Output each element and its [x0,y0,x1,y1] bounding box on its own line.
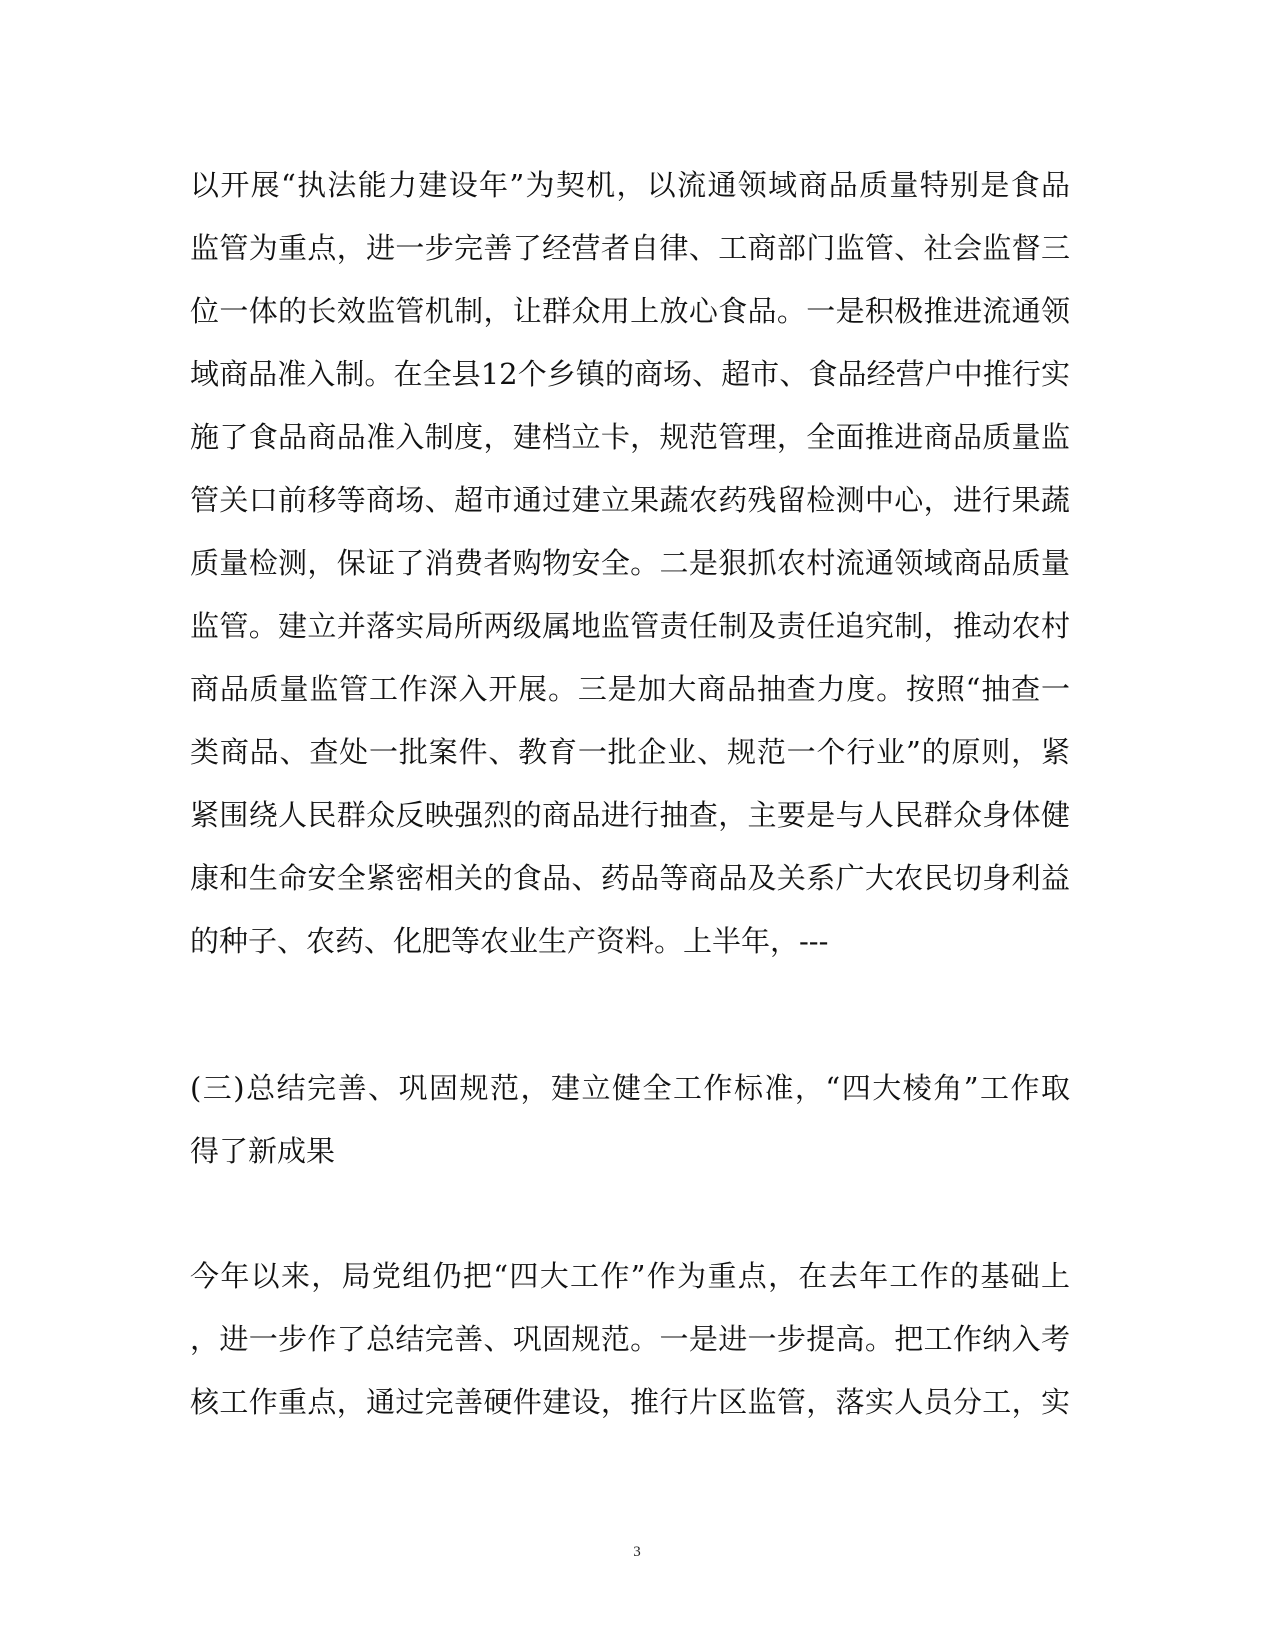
paragraph-line: 核工作重点，通过完善硬件建设，推行片区监管，落实人员分工，实 [190,1385,1070,1419]
heading-line: 得了新成果 [190,1134,336,1168]
paragraph-line: 监管为重点，进一步完善了经营者自律、工商部门监管、社会监督三 [190,231,1070,265]
paragraph-line: 商品质量监管工作深入开展。三是加大商品抽查力度。按照“抽查一 [190,672,1070,706]
body-paragraph-2 [190,1245,1070,1434]
paragraph-line: ，进一步作了总结完善、巩固规范。一是进一步提高。把工作纳入考 [190,1322,1070,1356]
body-paragraph-1 [190,154,1070,973]
paragraph-line: 域商品准入制。在全县12个乡镇的商场、超市、食品经营户中推行实 [190,357,1070,391]
paragraph-line: 以开展“执法能力建设年”为契机，以流通领域商品质量特别是食品 [190,168,1070,202]
paragraph-line: 位一体的长效监管机制，让群众用上放心食品。一是积极推进流通领 [190,294,1070,328]
paragraph-line: 质量检测，保证了消费者购物安全。二是狠抓农村流通领域商品质量 [190,546,1070,580]
paragraph-line: 监管。建立并落实局所两级属地监管责任制及责任追究制，推动农村 [190,609,1070,643]
paragraph-line: 类商品、查处一批案件、教育一批企业、规范一个行业”的原则，紧 [190,735,1070,769]
paragraph-line: 管关口前移等商场、超市通过建立果蔬农药残留检测中心，进行果蔬 [190,483,1070,517]
paragraph-line: 施了食品商品准入制度，建档立卡，规范管理，全面推进商品质量监 [190,420,1070,454]
paragraph-line: 的种子、农药、化肥等农业生产资料。上半年，--- [190,924,829,958]
paragraph-line: 紧围绕人民群众反映强烈的商品进行抽查，主要是与人民群众身体健 [190,798,1070,832]
page-number: 3 [633,1544,641,1560]
paragraph-line: 今年以来，局党组仍把“四大工作”作为重点，在去年工作的基础上 [190,1259,1070,1293]
section-heading-3 [190,1057,1070,1183]
paragraph-line: 康和生命安全紧密相关的食品、药品等商品及关系广大农民切身利益 [190,861,1070,895]
heading-line: (三)总结完善、巩固规范，建立健全工作标准，“四大棱角”工作取 [190,1071,1070,1105]
